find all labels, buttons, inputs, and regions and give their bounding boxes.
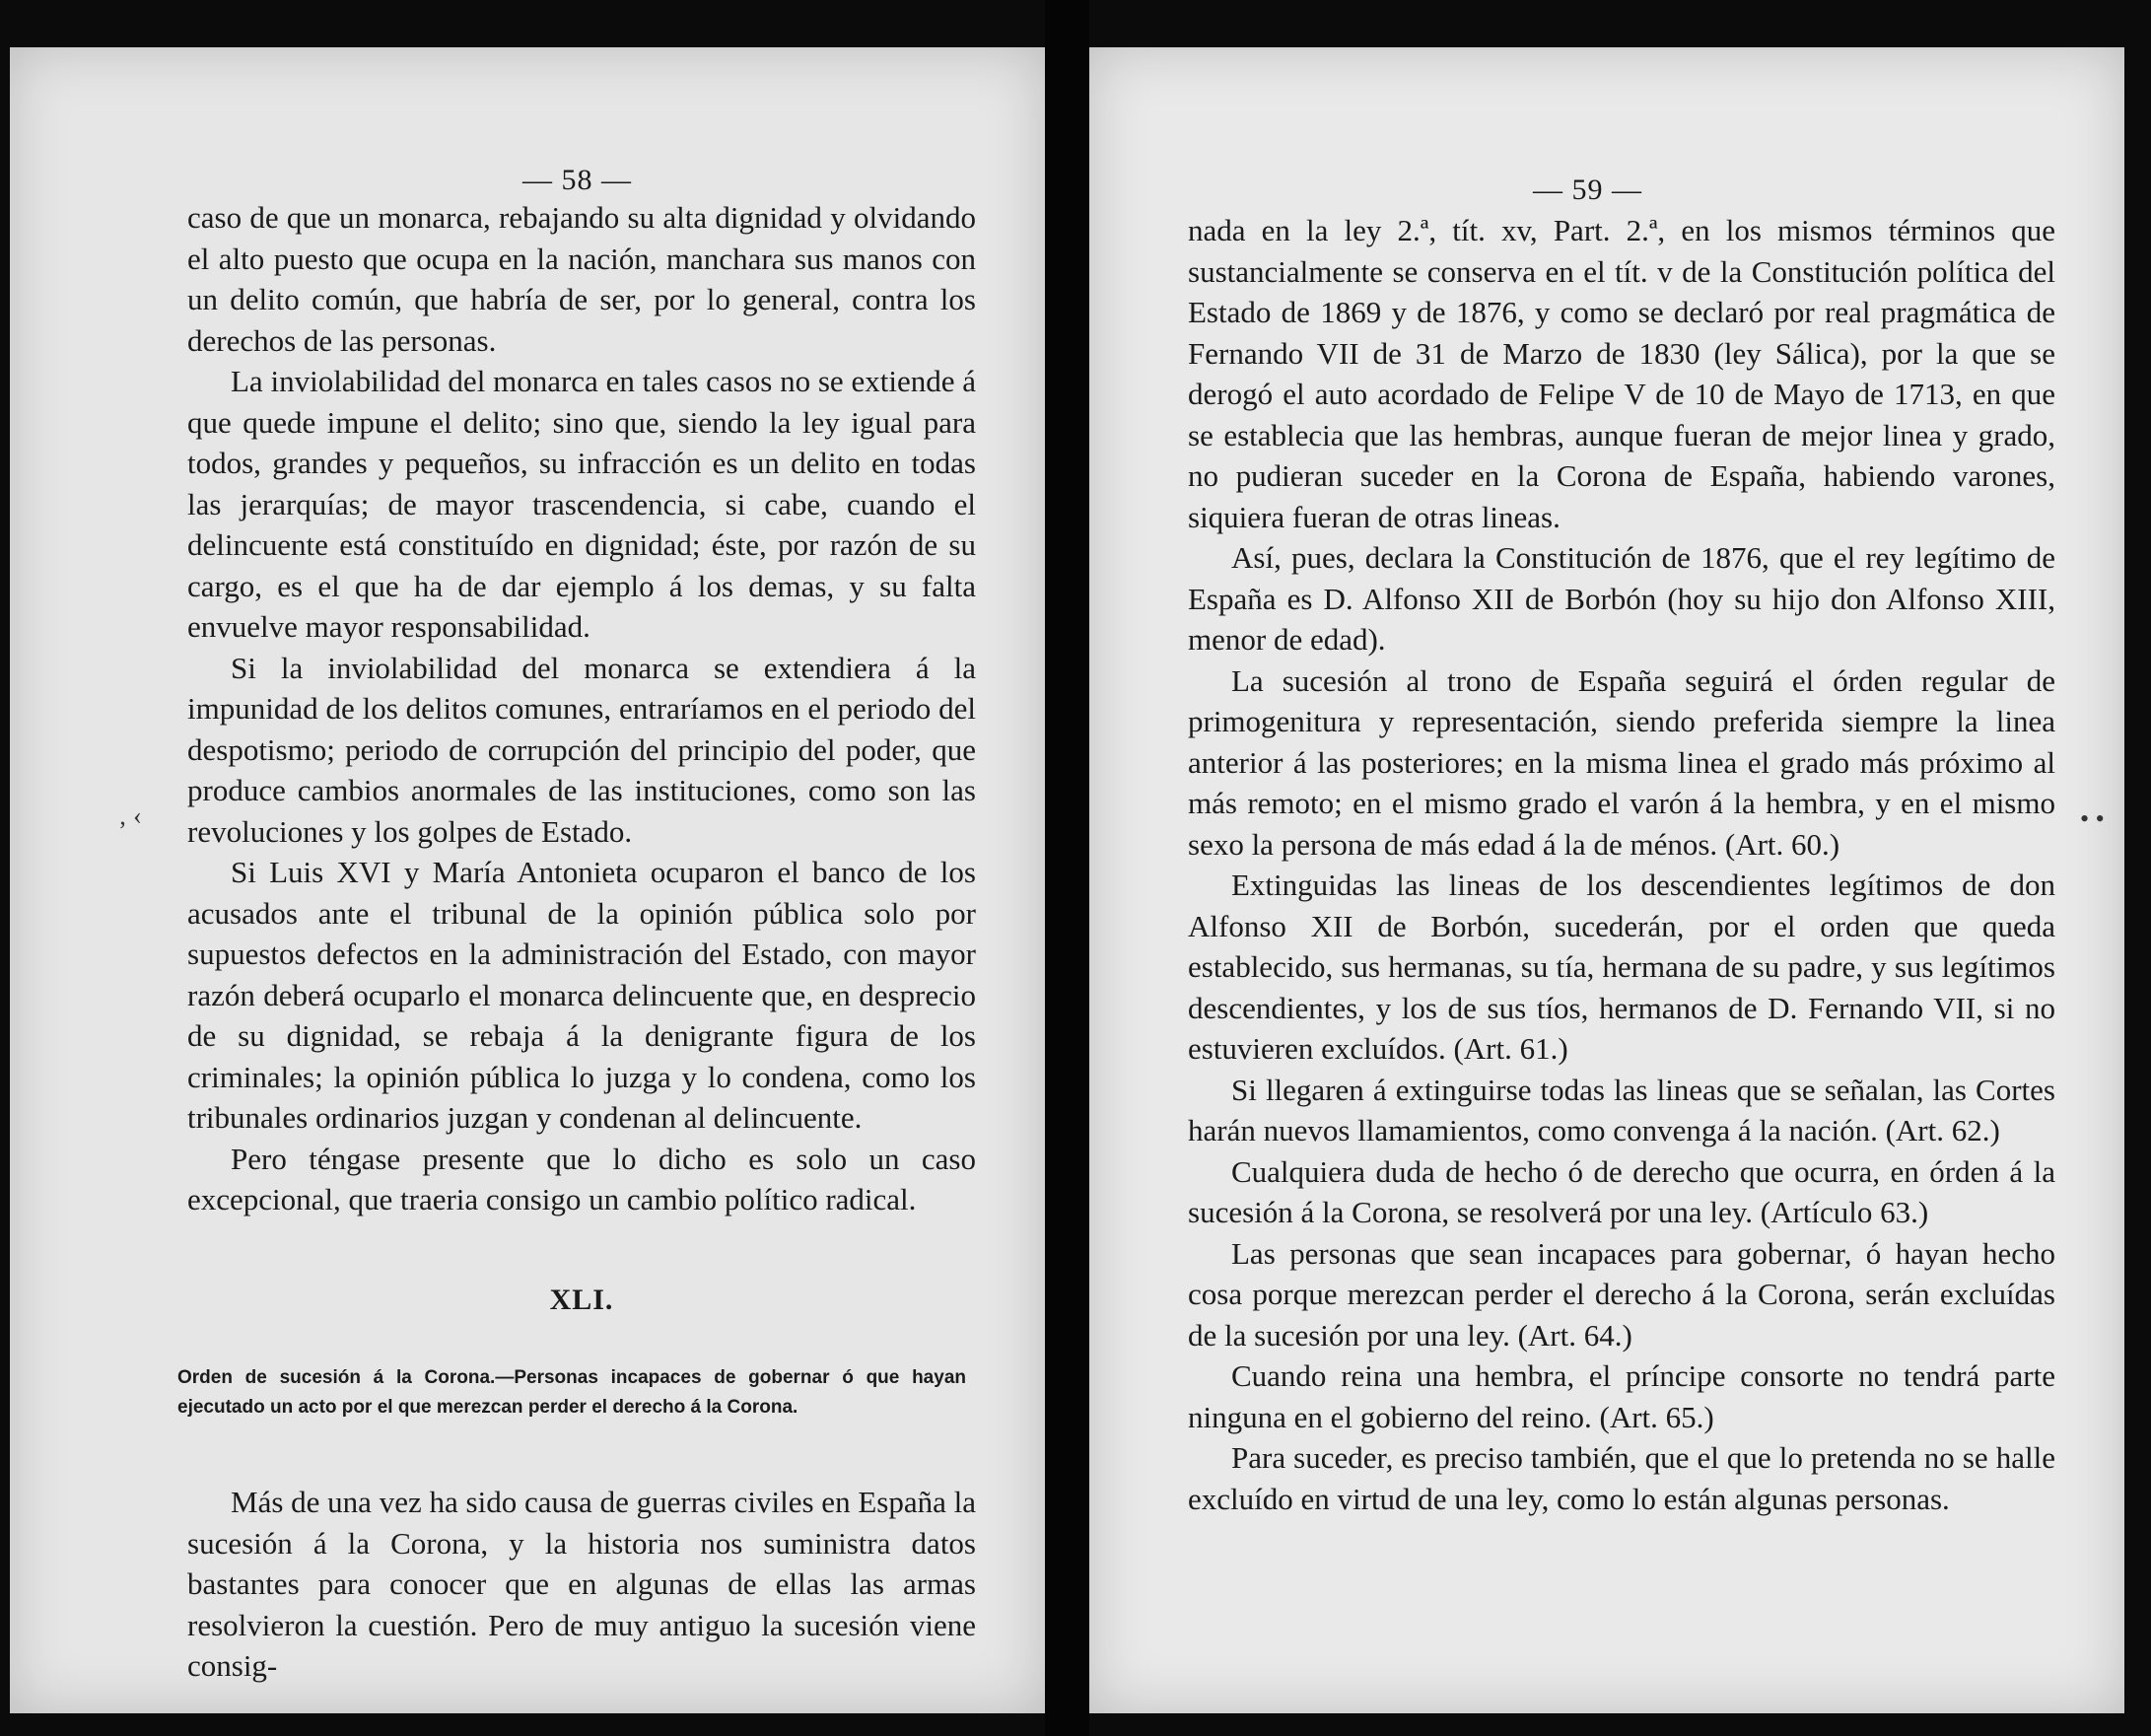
margin-mark-left: ‚ ‹ bbox=[118, 801, 142, 830]
page-number-right: — 59 — bbox=[1533, 174, 1642, 206]
right-page-text bbox=[1188, 210, 2055, 1519]
book-gutter bbox=[1045, 0, 1089, 1736]
paragraph: Más de una vez ha sido causa de guerras civiles en España la sucesión á la Corona, y la historia nos suministra datos bastantes para conocer que en algunas de ellas las armas resolvieron la cuestión. Pero de muy antiguo la sucesión viene consig- bbox=[187, 1485, 976, 1683]
paragraph: Cualquiera duda de hecho ó de derecho que ocurra, en órden á la sucesión á la Corona, se resolverá por una ley. (Artículo 63.) bbox=[1188, 1153, 2055, 1229]
paragraph: Cuando reina una hembra, el príncipe consorte no tendrá parte ninguna en el gobierno del reino. (Art. 65.) bbox=[1188, 1358, 2055, 1434]
paragraph: La sucesión al trono de España seguirá el órden regular de primogenitura y representación, siendo preferida siempre la linea anterior á las posteriores; en la misma linea el grado más próximo al más remoto; en el mismo grado el varón á la hembra, y en el mismo sexo la persona de más edad á la de ménos. (Art. 60.) bbox=[1188, 662, 2055, 862]
left-page-text bbox=[177, 197, 976, 1687]
paragraph: Extinguidas las lineas de los descendientes legítimos de don Alfonso XII de Borbón, sucederán, por el orden que queda establecido, sus hermanas, su tía, hermana de su padre, y sus legítimos descendientes, y los de sus tíos, hermanos de D. Fernando VII, si no estuvieren excluídos. (Art. 61.) bbox=[1188, 868, 2055, 1066]
page-number-left: — 58 — bbox=[522, 164, 632, 196]
paragraph: Pero téngase presente que lo dicho es solo un caso excepcional, que traeria consigo un cambio político radical. bbox=[187, 1141, 976, 1216]
paragraph: Si la inviolabilidad del monarca se extendiera á la impunidad de los delitos comunes, entraríamos en el periodo del despotismo; periodo de corrupción del principio del poder, que produce cambios anormales de las instituciones, como son las revoluciones y los golpes de Estado. bbox=[187, 650, 976, 849]
paragraph: Las personas que sean incapaces para gobernar, ó hayan hecho cosa porque merezcan perder el derecho á la Corona, serán excluídas de la sucesión por una ley. (Art. 64.) bbox=[1188, 1235, 2055, 1353]
section-number: XLI. bbox=[549, 1283, 614, 1316]
paragraph: La inviolabilidad del monarca en tales casos no se extiende á que quede impune el delito; sino que, siendo la ley igual para todos, grandes y pequeños, su infracción es un delito en todas las jerarquías; de mayor trascendencia, si cabe, cuando el delincuente está constituído en dignidad; éste, por razón de su cargo, es el que ha de dar ejemplo á los demas, y su falta envuelve mayor responsabilidad. bbox=[187, 364, 976, 644]
margin-mark-right: • • bbox=[2080, 804, 2105, 833]
paragraph: nada en la ley 2.ª, tít. xv, Part. 2.ª, en los mismos términos que sustancialmente se conserva en el tít. v de la Constitución política del Estado de 1869 y de 1876, y como se declaró por real pragmática de Fernando VII de 31 de Marzo de 1830 (ley Sálica), por la que se derogó el auto acordado de Felipe V de 10 de Mayo de 1713, en que se establecia que las hembras, aunque fueran de mejor linea y grado, no pudieran suceder en la Corona de España, habiendo varones, siquiera fueran de otras lineas. bbox=[1188, 213, 2055, 534]
paragraph: Así, pues, declara la Constitución de 1876, que el rey legítimo de España es D. Alfonso XII de Borbón (hoy su hijo don Alfonso XIII, menor de edad). bbox=[1188, 540, 2055, 657]
paragraph: Si Luis XVI y María Antonieta ocuparon el banco de los acusados ante el tribunal de la opinión pública solo por supuestos defectos en la administración del Estado, con mayor razón deberá ocuparlo el monarca delincuente que, en desprecio de su dignidad, se rebaja á la denigrante figura de los criminales; la opinión pública lo juzga y lo condena, como los tribunales ordinarios juzgan y condenan al delincuente. bbox=[187, 855, 976, 1135]
paragraph: caso de que un monarca, rebajando su alta dignidad y olvidando el alto puesto que ocupa en la nación, manchara sus manos con un delito común, que habría de ser, por lo general, contra los derechos de las personas. bbox=[187, 200, 976, 358]
paragraph: Para suceder, es preciso también, que el que lo pretenda no se halle excluído en virtud de una ley, como lo están algunas personas. bbox=[1188, 1440, 2055, 1516]
left-page bbox=[10, 47, 1045, 1713]
section-summary: Orden de sucesión á la Corona.—Personas incapaces de gobernar ó que hayan ejecutado un acto por el que merezcan perder el derecho á la Corona. bbox=[177, 1367, 966, 1418]
right-page bbox=[1089, 47, 2124, 1713]
paragraph: Si llegaren á extinguirse todas las lineas que se señalan, las Cortes harán nuevos llamamientos, como convenga á la nación. (Art. 62.) bbox=[1188, 1072, 2055, 1147]
